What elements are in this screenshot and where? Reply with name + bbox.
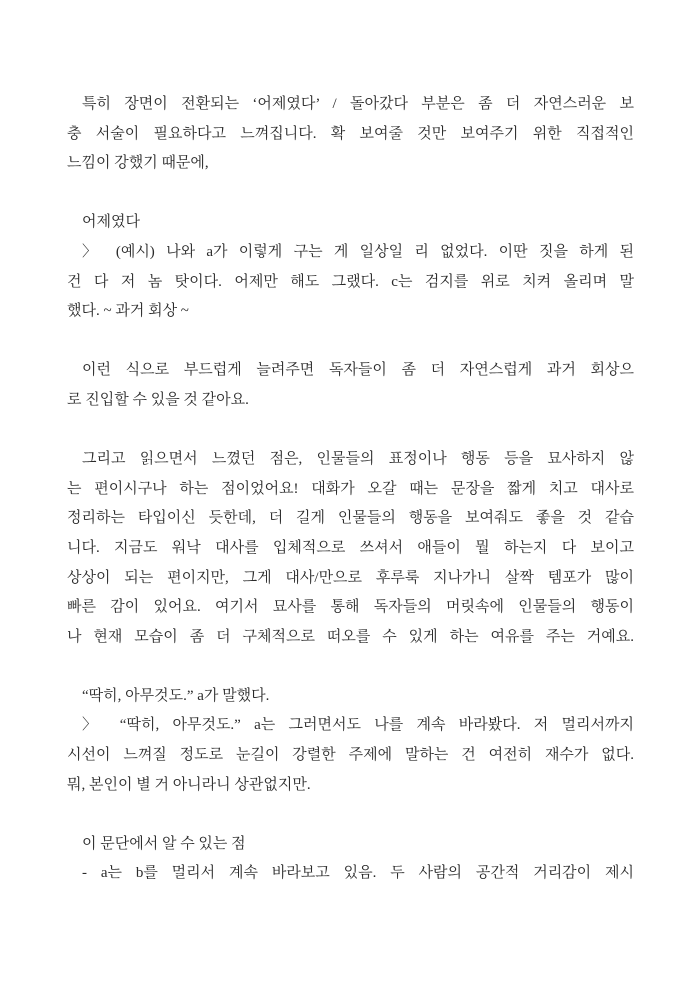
text-line: 뭐, 본인이 별 거 아니라니 상관없지만. xyxy=(67,776,311,793)
text-line: 충 서술이 필요하다고 느껴집니다. 확 보여줄 것만 보여주기 위한 직접적인 xyxy=(67,125,634,142)
text-line: 상상이 되는 편이지만, 그게 대사/만으로 후루룩 지나가니 살짝 템포가 많이 xyxy=(67,569,634,586)
text-line: 어제였다 xyxy=(82,214,140,231)
text-line: 는 편이시구나 하는 점이었어요! 대화가 오갈 때는 문장을 짧게 치고 대사로 xyxy=(67,480,634,497)
text-line: 했다. ~ 과거 회상 ~ xyxy=(67,303,189,320)
text-line: 이런 식으로 부드럽게 늘려주면 독자들이 좀 더 자연스럽게 과거 회상으 xyxy=(82,362,634,379)
paragraph-dialogue-example xyxy=(67,682,634,800)
paragraph-takeaways xyxy=(67,830,634,889)
text-line: 특히 장면이 전환되는 ‘어제였다’ / 돌아갔다 부분은 좀 더 자연스러운 보 xyxy=(82,96,634,112)
text-line: 로 진입할 수 있을 것 같아요. xyxy=(67,391,249,408)
text-line: 정리하는 타입이신 듯한데, 더 길게 인물들의 행동을 보여줘도 좋을 것 같습 xyxy=(67,510,634,527)
text-line: 나 현재 모습이 좀 더 구체적으로 떠오를 수 있게 하는 여유를 주는 거예요. xyxy=(67,628,634,645)
text-line: - a는 b를 멀리서 계속 바라보고 있음. 두 사람의 공간적 거리감이 제시 xyxy=(82,865,634,882)
text-line: 〉 (예시) 나와 a가 이렇게 구는 게 일상일 리 없었다. 이딴 짓을 하게 된 xyxy=(82,243,634,260)
text-line: 〉 “딱히, 아무것도.” a는 그러면서도 나를 계속 바라봤다. 저 멀리서까지 xyxy=(82,717,634,734)
text-line: 느낌이 강했기 때문에, xyxy=(67,155,209,172)
text-line: 시선이 느껴질 정도로 눈길이 강렬한 주제에 말하는 건 여전히 재수가 없다. xyxy=(67,747,634,764)
text-line: 니다. 지금도 워낙 대사를 입체적으로 쓰셔서 애들이 뭘 하는지 다 보이고 xyxy=(67,539,634,556)
text-line: 건 다 저 놈 탓이다. 어제만 해도 그랬다. c는 검지를 위로 치켜 올리며 말 xyxy=(67,273,634,290)
text-line: 그리고 읽으면서 느꼈던 점은, 인물들의 표정이나 행동 등을 묘사하지 않 xyxy=(82,451,634,468)
paragraph-description-advice xyxy=(67,445,634,652)
paragraph-feedback-transition xyxy=(67,90,634,179)
paragraph-example-yesterday xyxy=(67,208,634,326)
text-line: 이 문단에서 알 수 있는 점 xyxy=(82,835,246,852)
paragraph-flashback-advice xyxy=(67,356,634,415)
text-line: “딱히, 아무것도.” a가 말했다. xyxy=(82,687,270,704)
text-line: 빠른 감이 있어요. 여기서 묘사를 통해 독자들의 머릿속에 인물들의 행동이 xyxy=(67,599,634,616)
